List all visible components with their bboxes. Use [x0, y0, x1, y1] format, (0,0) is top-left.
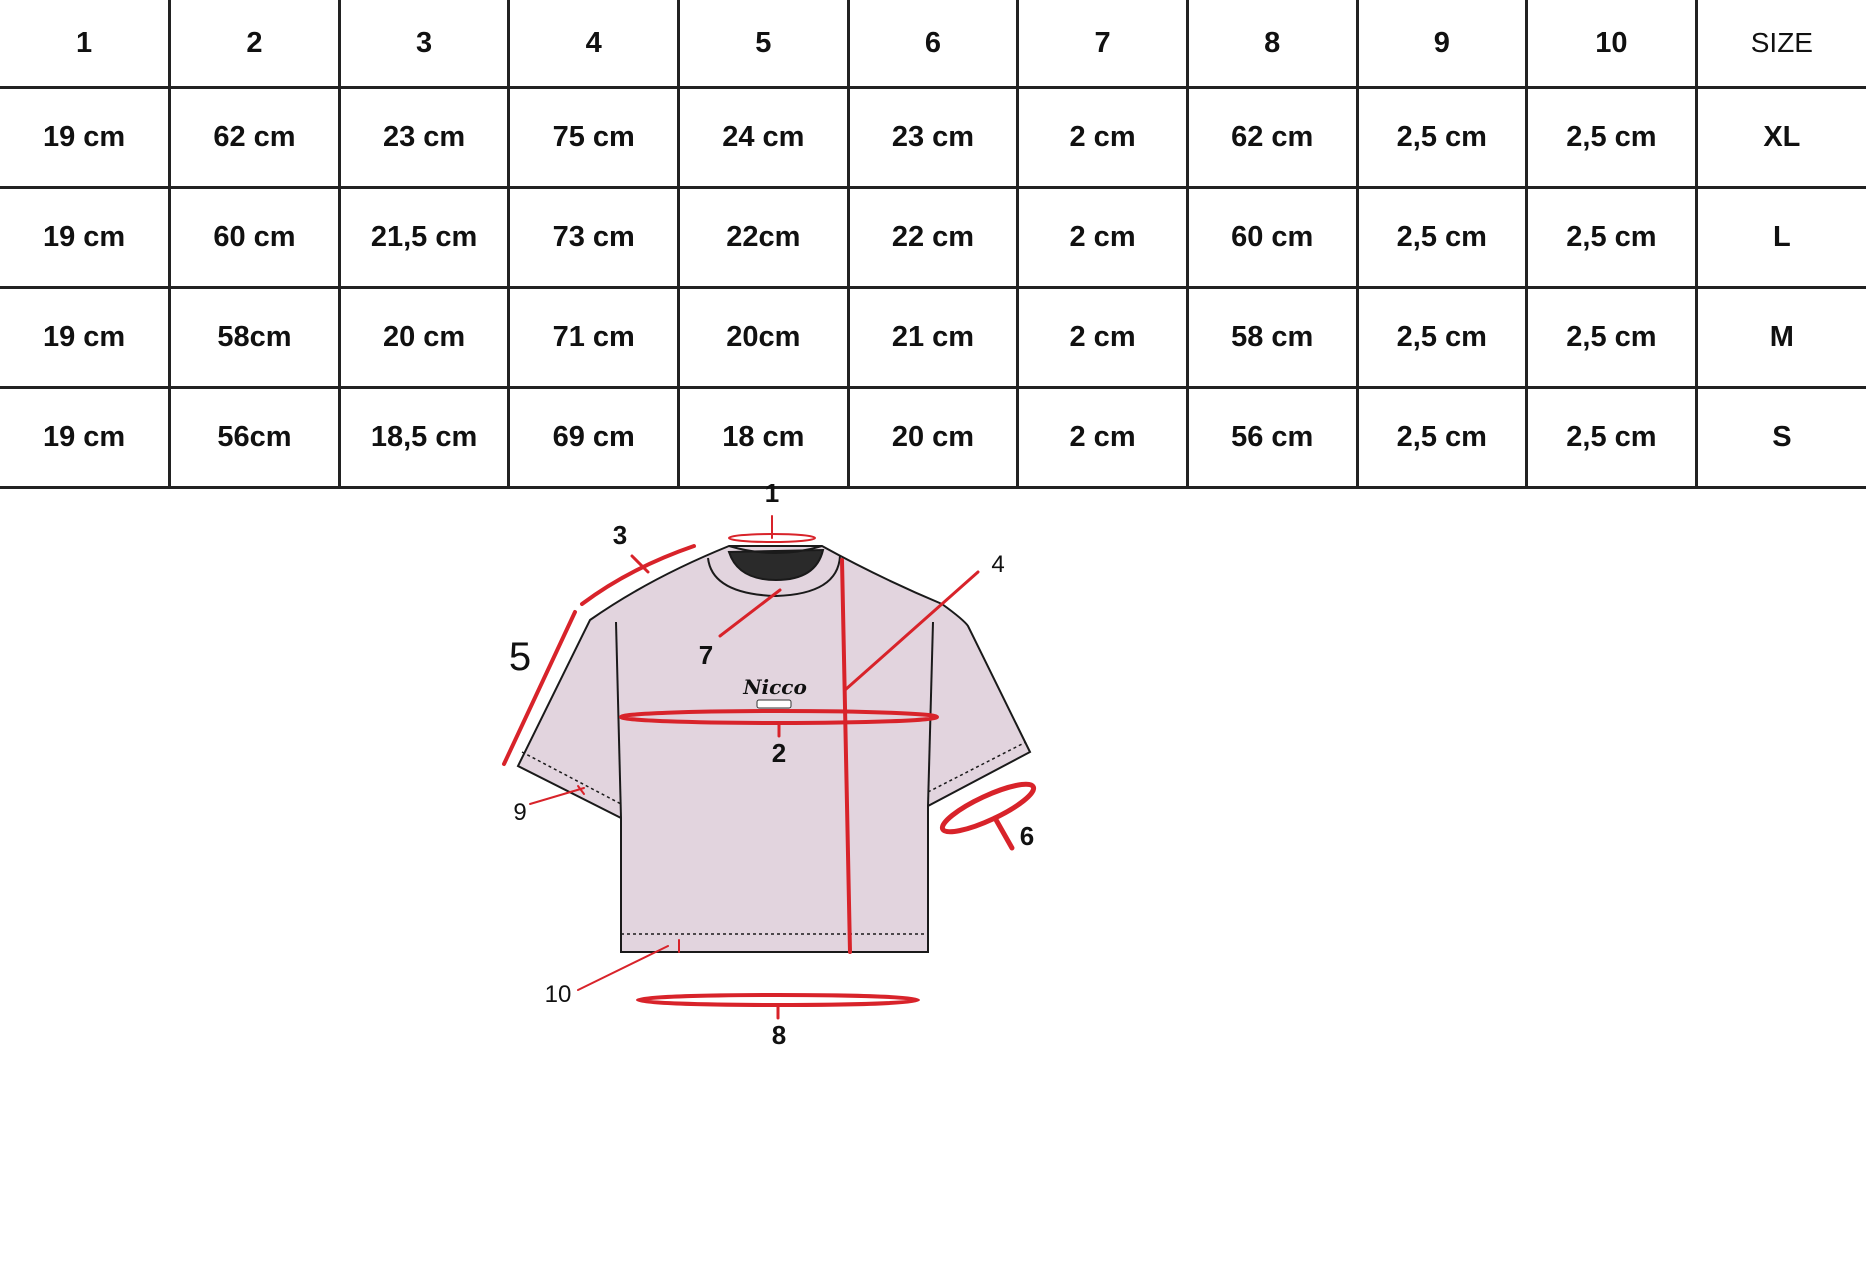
tshirt-diagram-svg	[508, 478, 1260, 1272]
table-cell: 20 cm	[848, 388, 1018, 488]
table-row	[0, 288, 1866, 388]
table-cell: 19 cm	[0, 288, 170, 388]
table-cell: 69 cm	[509, 388, 679, 488]
size-cell: L	[1696, 188, 1866, 288]
table-cell: 20cm	[679, 288, 849, 388]
header-cell: 5	[679, 0, 849, 88]
table-cell: 2 cm	[1018, 188, 1188, 288]
size-cell: M	[1696, 288, 1866, 388]
table-cell: 21,5 cm	[339, 188, 509, 288]
label-9: 9	[513, 799, 527, 826]
label-6: 6	[1019, 821, 1035, 851]
size-cell: XL	[1696, 88, 1866, 188]
label-4: 4	[991, 551, 1005, 578]
brand-logo: Nicco	[743, 675, 807, 699]
table-row	[0, 88, 1866, 188]
measure-8-ellipse	[638, 995, 918, 1005]
header-cell: 3	[339, 0, 509, 88]
label-7: 7	[698, 640, 714, 670]
table-cell: 18,5 cm	[339, 388, 509, 488]
label-5: 5	[508, 635, 532, 679]
table-cell: 20 cm	[339, 288, 509, 388]
table-cell: 58 cm	[1187, 288, 1357, 388]
table-cell: 62 cm	[170, 88, 340, 188]
table-cell: 60 cm	[170, 188, 340, 288]
label-8: 8	[771, 1020, 787, 1050]
table-cell: 75 cm	[509, 88, 679, 188]
table-cell: 22 cm	[848, 188, 1018, 288]
table-cell: 2,5 cm	[1527, 288, 1697, 388]
header-cell: 4	[509, 0, 679, 88]
size-cell: S	[1696, 388, 1866, 488]
label-3: 3	[612, 520, 628, 550]
measure-6-tick	[995, 818, 1012, 848]
size-chart-table	[0, 0, 1866, 489]
table-cell: 2 cm	[1018, 288, 1188, 388]
table-cell: 62 cm	[1187, 88, 1357, 188]
header-cell: 2	[170, 0, 340, 88]
table-cell: 2,5 cm	[1357, 188, 1527, 288]
table-cell: 60 cm	[1187, 188, 1357, 288]
table-cell: 58cm	[170, 288, 340, 388]
table-cell: 71 cm	[509, 288, 679, 388]
header-cell: 8	[1187, 0, 1357, 88]
header-cell: 9	[1357, 0, 1527, 88]
header-cell-size: SIZE	[1696, 0, 1866, 88]
table-row	[0, 388, 1866, 488]
table-cell: 2,5 cm	[1357, 388, 1527, 488]
table-cell: 19 cm	[0, 188, 170, 288]
table-cell: 2,5 cm	[1527, 188, 1697, 288]
table-cell: 2,5 cm	[1357, 288, 1527, 388]
table-cell: 23 cm	[339, 88, 509, 188]
table-cell: 24 cm	[679, 88, 849, 188]
table-header-row	[0, 0, 1866, 88]
table-cell: 2,5 cm	[1357, 88, 1527, 188]
table-row	[0, 188, 1866, 288]
table-cell: 2,5 cm	[1527, 388, 1697, 488]
header-cell: 6	[848, 0, 1018, 88]
table-cell: 18 cm	[679, 388, 849, 488]
table-cell: 21 cm	[848, 288, 1018, 388]
table-cell: 19 cm	[0, 388, 170, 488]
table-cell: 22cm	[679, 188, 849, 288]
table-cell: 23 cm	[848, 88, 1018, 188]
header-cell: 1	[0, 0, 170, 88]
label-2: 2	[771, 738, 787, 768]
brand-logo-badge	[757, 700, 791, 708]
label-10: 10	[544, 981, 572, 1008]
table-cell: 73 cm	[509, 188, 679, 288]
table-cell: 2 cm	[1018, 88, 1188, 188]
table-cell: 2,5 cm	[1527, 88, 1697, 188]
tshirt-measurement-diagram	[508, 478, 1260, 1272]
table-cell: 56 cm	[1187, 388, 1357, 488]
header-cell: 10	[1527, 0, 1697, 88]
table-cell: 19 cm	[0, 88, 170, 188]
table-cell: 2 cm	[1018, 388, 1188, 488]
label-1: 1	[764, 478, 780, 508]
table-cell: 56cm	[170, 388, 340, 488]
header-cell: 7	[1018, 0, 1188, 88]
